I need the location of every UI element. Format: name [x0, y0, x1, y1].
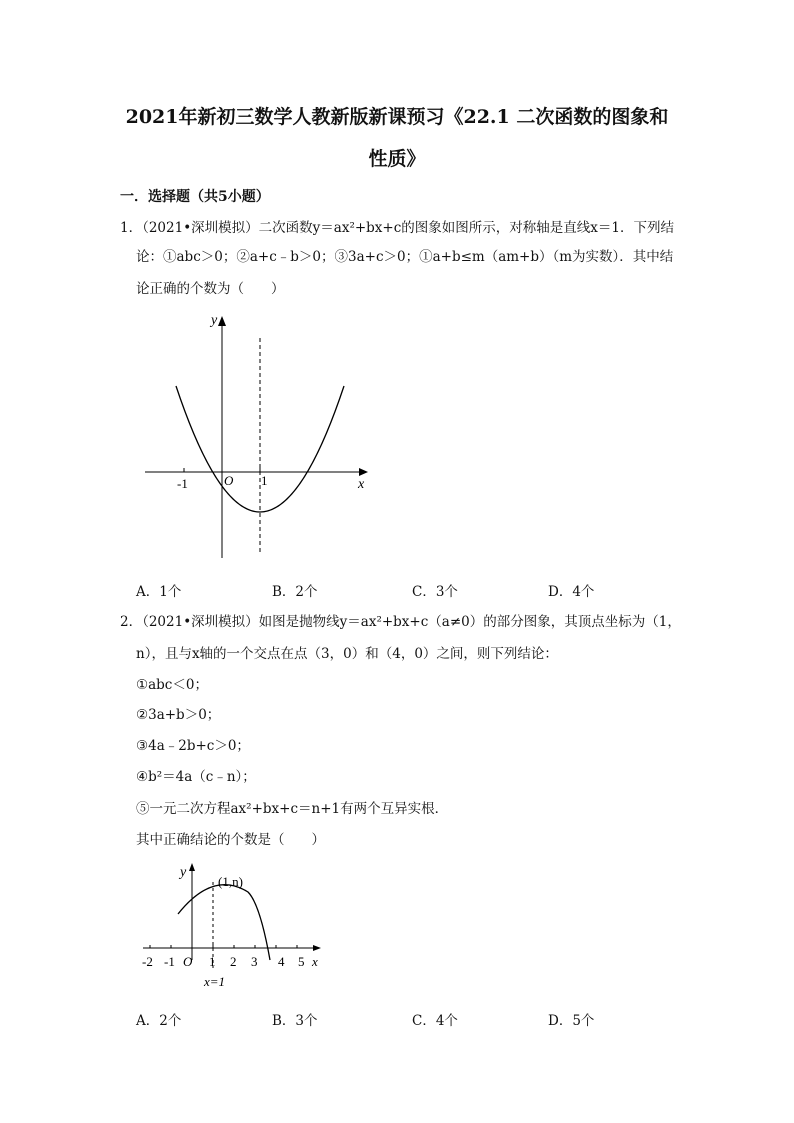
document-title-line-1: 2021年新初三数学人教新版新课预习《22.1 二次函数的图象和	[125, 106, 669, 128]
q2-statement-5: ⑤一元二次方程ax²+bx+c＝n+1有两个互异实根．	[136, 801, 449, 817]
q2-tick-label-1: 1	[209, 954, 216, 969]
q2-stem-line-2: n），且与x轴的一个交点在点（3，0）和（4，0）之间，则下列结论：	[136, 646, 558, 662]
q1-option-a: A．1个	[136, 584, 182, 600]
q2-origin-label: O	[183, 954, 193, 969]
q2-option-c: C．4个	[412, 1013, 458, 1029]
q1-stem-line-1: 1．（2021•深圳模拟）二次函数y＝ax²+bx+c的图象如图所示，对称轴是直线x＝1．下列结	[120, 220, 674, 236]
q1-parabola-figure	[140, 308, 380, 578]
q2-stem-line-1: 2．（2021•深圳模拟）如图是抛物线y＝ax²+bx+c（a≠0）的部分图象，其顶点坐标为（1，	[120, 614, 681, 630]
section-heading: 一．选择题（共5小题）	[120, 189, 270, 205]
q1-y-axis-arrow	[218, 316, 226, 326]
q2-option-a: A．2个	[136, 1013, 182, 1029]
q2-statement-2: ②3a+b＞0；	[136, 707, 221, 723]
q2-prompt: 其中正确结论的个数是（ ）	[136, 832, 325, 848]
q1-tick-neg1-label: -1	[177, 476, 188, 491]
q1-option-d: D．4个	[548, 584, 595, 600]
q2-x-axis-arrow	[313, 945, 321, 951]
q1-x-axis-arrow	[359, 468, 368, 476]
q2-tick-label-5: 5	[298, 954, 305, 969]
q1-x-label: x	[358, 477, 365, 492]
q1-y-label: y	[211, 313, 218, 328]
q2-x-label: x	[312, 954, 318, 969]
q2-option-d: D．5个	[548, 1013, 595, 1029]
q2-tick-label-3: 3	[251, 954, 258, 969]
q2-option-b: B．3个	[272, 1013, 318, 1029]
q1-tick-1-label: 1	[261, 473, 268, 488]
q2-parabola-figure	[138, 860, 338, 990]
q1-stem-line-2: 论：①abc＞0；②a+c﹣b＞0；③3a+c＞0；①a+b≤m（am+b）（m为实数）．其中结	[136, 249, 674, 265]
q2-statement-4: ④b²＝4a（c﹣n）；	[136, 769, 256, 785]
q2-y-label: y	[180, 865, 187, 880]
q1-option-c: C．3个	[412, 584, 458, 600]
q2-tick-label-neg1: -1	[164, 954, 175, 969]
q2-tick-label-4: 4	[278, 954, 285, 969]
q1-origin-label: O	[224, 473, 234, 488]
q2-statement-1: ①abc＜0；	[136, 677, 208, 693]
q2-axis-label: x=1	[204, 974, 226, 989]
q2-y-axis-arrow	[189, 863, 195, 871]
q1-option-b: B．2个	[272, 584, 318, 600]
q2-tick-label-2: 2	[230, 954, 237, 969]
document-title-line-2: 性质》	[368, 148, 426, 170]
q2-tick-label-neg2: -2	[142, 954, 153, 969]
q2-statement-3: ③4a﹣2b+c＞0；	[136, 738, 250, 754]
q1-stem-line-3: 论正确的个数为（ ）	[136, 281, 285, 297]
q2-vertex-label: (1,n)	[218, 874, 243, 889]
